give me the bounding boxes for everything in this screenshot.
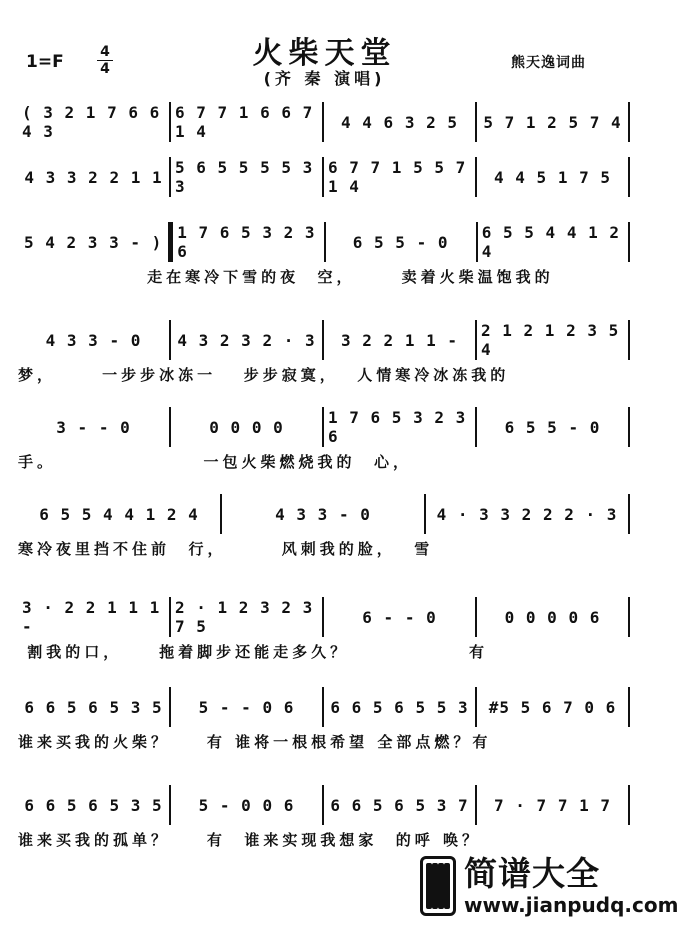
measure: 2 1 2 1 2 3 5 4 bbox=[481, 321, 620, 359]
notation-row bbox=[18, 405, 630, 449]
lyrics-line: 手。 一包火柴燃烧我的 心， bbox=[18, 453, 413, 471]
measure: 1 7 6 5 3 2 3 6 bbox=[328, 408, 467, 446]
measure: 0 0 0 0 6 bbox=[504, 607, 601, 627]
notation-row bbox=[18, 100, 630, 144]
lyrics-line: 梦， 一步步冰冻一 步步寂寞， 人情寒冷冰冻我的 bbox=[18, 366, 510, 384]
barline bbox=[628, 687, 630, 727]
performer-subtitle: (齐 秦 演唱) bbox=[263, 69, 386, 88]
measure: 4 · 3 3 2 2 2 · 3 bbox=[436, 504, 618, 524]
measure: 4 3 3 - 0 bbox=[45, 330, 142, 350]
key-signature: 1=F bbox=[26, 52, 64, 72]
measure: 6 - - 0 bbox=[362, 607, 437, 627]
measure: 4 3 2 3 2 · 3 bbox=[177, 330, 316, 350]
notation-row bbox=[18, 492, 630, 536]
measure: 5 - - 0 6 bbox=[198, 697, 295, 717]
lyrics-line: 割我的口， 拖着脚步还能走多久？ 有 bbox=[18, 643, 489, 661]
meter-bottom: 4 bbox=[100, 61, 110, 77]
measure: 4 3 3 2 2 1 1 bbox=[24, 167, 163, 187]
measure: 0 0 0 0 bbox=[209, 417, 284, 437]
time-signature bbox=[97, 44, 113, 77]
measure: #5 5 6 7 0 6 bbox=[488, 697, 617, 717]
notation-row bbox=[18, 783, 630, 827]
song-title: 火柴天堂 bbox=[252, 36, 397, 71]
lyrics-line: 走在寒冷下雪的夜 空， 卖着火柴温饱我的 bbox=[18, 268, 554, 286]
measure: 3 - - 0 bbox=[56, 417, 131, 437]
measure: ( 3 2 1 7 6 6 4 3 bbox=[22, 103, 161, 141]
lyrics-line: 寒冷夜里挡不住前 行， 风刺我的脸， 雪 bbox=[18, 540, 434, 558]
lyrics-line: 谁来买我的孤单？ 有 谁来实现我想家 的呼 唤？ bbox=[18, 831, 482, 849]
measure: 7 · 7 7 1 7 bbox=[494, 795, 611, 815]
measure: 3 2 2 1 1 - bbox=[341, 330, 458, 350]
measure: 5 4 2 3 3 - ) bbox=[24, 232, 163, 252]
measure: 6 5 5 4 4 1 2 4 bbox=[481, 223, 620, 261]
measure: 6 6 5 6 5 3 5 bbox=[24, 697, 163, 717]
composer-credit: 熊天逸词曲 bbox=[511, 55, 586, 71]
measure: 5 - 0 0 6 bbox=[198, 795, 295, 815]
measure: 1 7 6 5 3 2 3 6 bbox=[177, 223, 316, 261]
barline bbox=[628, 222, 630, 262]
notation-row bbox=[18, 685, 630, 729]
measure: 2 · 1 2 3 2 3 7 5 bbox=[175, 598, 314, 636]
site-watermark bbox=[420, 850, 678, 922]
barline bbox=[628, 102, 630, 142]
measure: 6 6 5 6 5 5 3 bbox=[330, 697, 469, 717]
measure: 5 6 5 5 5 5 3 3 bbox=[175, 158, 314, 196]
barline bbox=[628, 320, 630, 360]
measure: 4 4 5 1 7 5 bbox=[494, 167, 611, 187]
barline bbox=[628, 785, 630, 825]
measure: 6 5 5 - 0 bbox=[504, 417, 601, 437]
barline bbox=[628, 157, 630, 197]
measure: 3 · 2 2 1 1 1 - bbox=[22, 598, 161, 636]
watermark-brand: 简谱大全 bbox=[464, 854, 600, 893]
measure: 4 4 6 3 2 5 bbox=[341, 112, 458, 132]
measure: 4 3 3 - 0 bbox=[275, 504, 371, 524]
notation-row bbox=[18, 595, 630, 639]
notation-row bbox=[18, 155, 630, 199]
notation-row bbox=[18, 220, 630, 264]
piano-logo-icon bbox=[420, 856, 456, 916]
barline bbox=[628, 494, 630, 534]
measure: 6 6 5 6 5 3 7 bbox=[330, 795, 469, 815]
barline bbox=[628, 597, 630, 637]
barline bbox=[628, 407, 630, 447]
lyrics-line: 谁来买我的火柴？ 有 谁将一根根希望 全部点燃？有 bbox=[18, 733, 492, 751]
watermark-url: www.jianpudq.com bbox=[464, 893, 678, 917]
measure: 6 5 5 4 4 1 2 4 bbox=[39, 504, 199, 524]
measure: 6 5 5 - 0 bbox=[352, 232, 449, 252]
notation-row bbox=[18, 318, 630, 362]
meter-top: 4 bbox=[100, 44, 110, 60]
measure: 5 7 1 2 5 7 4 bbox=[483, 112, 622, 132]
measure: 6 6 5 6 5 3 5 bbox=[24, 795, 163, 815]
measure: 6 7 7 1 5 5 7 1 4 bbox=[328, 158, 467, 196]
measure: 6 7 7 1 6 6 7 1 4 bbox=[175, 103, 314, 141]
